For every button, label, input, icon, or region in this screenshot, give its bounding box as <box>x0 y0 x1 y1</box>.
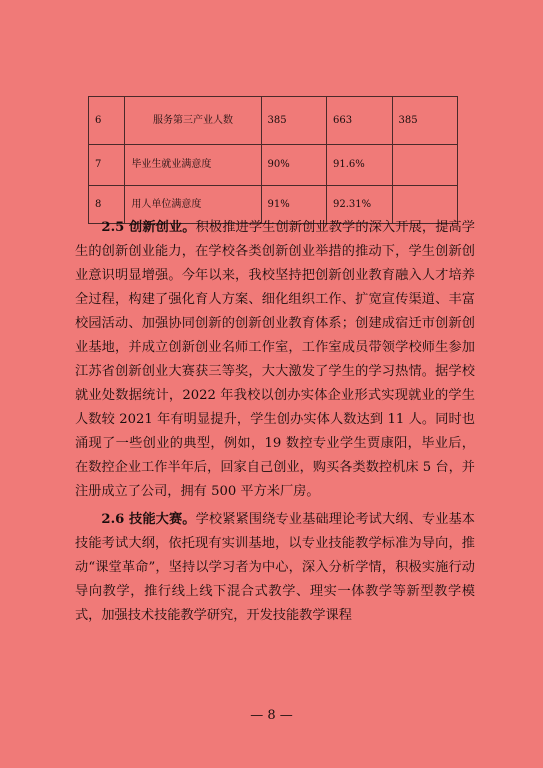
row-item: 用人单位满意度 <box>125 186 261 224</box>
row-value-3: 385 <box>392 97 458 145</box>
body-text <box>75 216 475 628</box>
row-number: 6 <box>89 97 125 145</box>
page-number: — 8 — <box>250 708 293 723</box>
section-paragraph <box>75 216 475 504</box>
section-text: 学校紧紧围绕专业基础理论考试大纲、专业基本技能考试大纲，依托现有实训基地，以专业技能教学标准为导向，推动“课堂革命”，坚持以学习者为中心，深入分析学情，积极实施行动导向教学，推行线上线下混合式教学、理实一体教学等新型教学模式，加强技术技能教学研究，开发技能教学课程 <box>75 512 475 623</box>
row-item: 毕业生就业满意度 <box>125 145 261 186</box>
row-value-2: 663 <box>327 97 392 145</box>
row-value-2: 92.31% <box>327 186 392 224</box>
table-row <box>89 97 458 145</box>
row-item: 服务第三产业人数 <box>125 97 261 145</box>
section-paragraph <box>75 508 475 628</box>
section-heading: 2.5 创新创业。 <box>101 220 196 235</box>
row-number: 7 <box>89 145 125 186</box>
row-value-1: 91% <box>261 186 326 224</box>
section-text: 积极推进学生创新创业教学的深入开展，提高学生的创新创业能力，在学校各类创新创业举措的推动下，学生创新创业意识明显增强。今年以来，我校坚持把创新创业教育融入人才培养全过程，构建了强化育人方案、细化组织工作、扩宽宣传渠道、丰富校园活动、加强协同创新的创新创业教育体系；创建成宿迁市创新创业基地，并成立创新创业名师工作室，工作室成员带领学校师生参加江苏省创新创业大赛获三等奖，大大激发了学生的学习热情。据学校就业处数据统计，2022 年我校以创办实体企业形式实现就业的学生人数较 2021 年有明显提升，学生创办实体人数达到 11 人。同时也涌现了一些创业的典型，例如，19 数控专业学生贾康阳，毕业后，在数控企业工作半年后，回家自己创业，购买各类数控机床 5 台，并注册成立了公司，拥有 500 平方米厂房。 <box>75 220 475 499</box>
row-value-1: 385 <box>261 97 326 145</box>
table-row <box>89 145 458 186</box>
section-heading: 2.6 技能大赛。 <box>101 512 196 527</box>
row-value-3 <box>392 145 458 186</box>
row-value-1: 90% <box>261 145 326 186</box>
row-value-2: 91.6% <box>327 145 392 186</box>
statistics-table <box>88 96 458 224</box>
row-number: 8 <box>89 186 125 224</box>
